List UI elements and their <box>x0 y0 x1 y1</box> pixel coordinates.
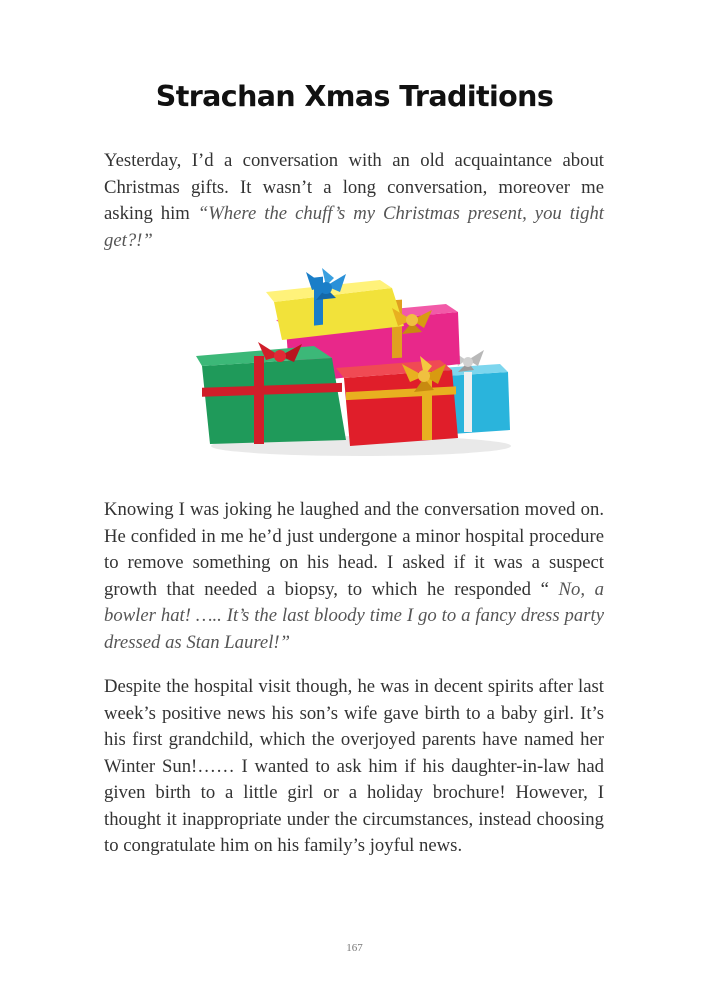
page-number: 167 <box>346 942 363 954</box>
paragraph-2-quote: No, a bowler hat! ….. It’s the last bloody time I go to a fancy dress party dressed as Stan Laurel!” <box>104 578 604 653</box>
christmas-presents-image <box>196 268 516 458</box>
paragraph-1-text: Yesterday, I’d a conversation with an old acquaintance about Christmas gifts. It wasn’t a long conversation, moreover me asking him <box>104 150 604 224</box>
paragraph-1 <box>104 148 604 254</box>
paragraph-1-quote: “Where the chuff’s my Christmas present, you tight get?!” <box>104 203 605 251</box>
paragraph-2 <box>104 497 604 656</box>
paragraph-2-text: Knowing I was joking he laughed and the conversation moved on. He confided in me he’d just undergone a minor hospital procedure to remove something on his head. I asked if it was a suspect growth that needed a biopsy, to which he responded “ <box>104 499 604 600</box>
paragraph-3: Despite the hospital visit though, he was in decent spirits after last week’s positive news his son’s wife gave birth to a baby girl. It’s his first grandchild, which the overjoyed parents have named her Winter Sun!…… I wanted to ask him if his daughter-in-law had given birth to a little girl or a holiday brochure! However, I thought it inappropriate under the circumstances, instead choosing to congratulate him on his family’s joyful news. <box>104 676 604 856</box>
red-gift-box <box>336 356 458 446</box>
page-title: Strachan Xmas Traditions <box>155 80 554 113</box>
green-gift-box <box>196 342 346 444</box>
